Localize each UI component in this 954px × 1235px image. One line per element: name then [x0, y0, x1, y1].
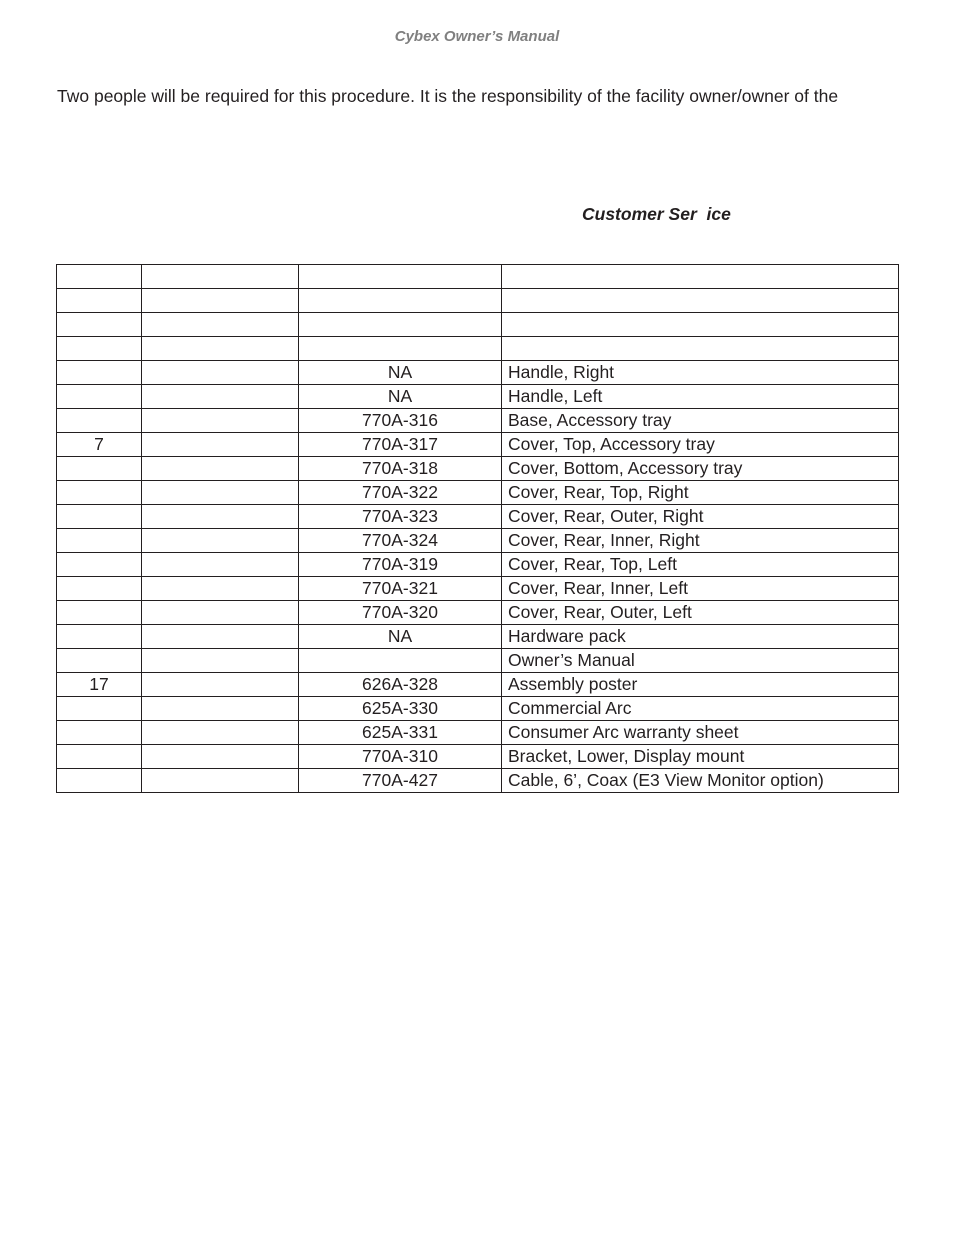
item-number-cell: 7 — [57, 433, 142, 457]
description-cell: Cover, Rear, Outer, Right — [502, 505, 899, 529]
part-number-cell: 626A-328 — [299, 673, 502, 697]
table-row — [57, 769, 899, 793]
item-number-cell — [57, 721, 142, 745]
item-number-cell — [57, 601, 142, 625]
quantity-cell — [142, 433, 299, 457]
table-row — [57, 313, 899, 337]
table-row — [57, 265, 899, 289]
part-number-cell: 770A-310 — [299, 745, 502, 769]
description-cell: Bracket, Lower, Display mount — [502, 745, 899, 769]
table-row — [57, 409, 899, 433]
table-row — [57, 289, 899, 313]
running-header-title: Cybex Owner’s Manual — [394, 28, 560, 45]
quantity-cell — [142, 409, 299, 433]
item-number-cell — [57, 457, 142, 481]
item-number-cell — [57, 265, 142, 289]
parts-table-body — [57, 265, 899, 793]
part-number-cell — [299, 649, 502, 673]
description-cell: Cable, 6’, Coax (E3 View Monitor option) — [502, 769, 899, 793]
quantity-cell — [142, 481, 299, 505]
quantity-cell — [142, 601, 299, 625]
parts-list-table — [56, 264, 899, 793]
quantity-cell — [142, 505, 299, 529]
item-number-cell — [57, 313, 142, 337]
description-cell: Cover, Rear, Outer, Left — [502, 601, 899, 625]
part-number-cell: 770A-316 — [299, 409, 502, 433]
description-cell: Base, Accessory tray — [502, 409, 899, 433]
description-cell: Assembly poster — [502, 673, 899, 697]
description-cell: Cover, Rear, Top, Right — [502, 481, 899, 505]
table-row — [57, 505, 899, 529]
part-number-cell: 770A-320 — [299, 601, 502, 625]
table-row — [57, 385, 899, 409]
quantity-cell — [142, 289, 299, 313]
description-cell: Cover, Rear, Top, Left — [502, 553, 899, 577]
description-cell: Handle, Right — [502, 361, 899, 385]
part-number-cell: 770A-323 — [299, 505, 502, 529]
description-cell — [502, 289, 899, 313]
table-row — [57, 361, 899, 385]
quantity-cell — [142, 649, 299, 673]
part-number-cell — [299, 265, 502, 289]
table-row — [57, 625, 899, 649]
description-cell: Commercial Arc — [502, 697, 899, 721]
part-number-cell: NA — [299, 361, 502, 385]
part-number-cell: NA — [299, 625, 502, 649]
section-heading: Customer Ser ice — [582, 204, 731, 224]
description-cell — [502, 337, 899, 361]
part-number-cell: 770A-324 — [299, 529, 502, 553]
item-number-cell — [57, 289, 142, 313]
item-number-cell — [57, 577, 142, 601]
part-number-cell: 770A-427 — [299, 769, 502, 793]
part-number-cell: 770A-317 — [299, 433, 502, 457]
item-number-cell — [57, 553, 142, 577]
quantity-cell — [142, 577, 299, 601]
quantity-cell — [142, 457, 299, 481]
part-number-cell — [299, 337, 502, 361]
quantity-cell — [142, 745, 299, 769]
table-row — [57, 673, 899, 697]
description-cell: Consumer Arc warranty sheet — [502, 721, 899, 745]
quantity-cell — [142, 529, 299, 553]
table-row — [57, 529, 899, 553]
item-number-cell — [57, 649, 142, 673]
item-number-cell — [57, 481, 142, 505]
quantity-cell — [142, 265, 299, 289]
part-number-cell — [299, 289, 502, 313]
item-number-cell — [57, 697, 142, 721]
item-number-cell — [57, 769, 142, 793]
description-cell — [502, 313, 899, 337]
part-number-cell: 770A-318 — [299, 457, 502, 481]
table-row — [57, 457, 899, 481]
quantity-cell — [142, 337, 299, 361]
description-cell: Owner’s Manual — [502, 649, 899, 673]
table-row — [57, 337, 899, 361]
quantity-cell — [142, 385, 299, 409]
item-number-cell — [57, 409, 142, 433]
part-number-cell: 770A-322 — [299, 481, 502, 505]
quantity-cell — [142, 697, 299, 721]
part-number-cell — [299, 313, 502, 337]
quantity-cell — [142, 361, 299, 385]
quantity-cell — [142, 625, 299, 649]
item-number-cell — [57, 745, 142, 769]
part-number-cell: 625A-330 — [299, 697, 502, 721]
part-number-cell: NA — [299, 385, 502, 409]
table-row — [57, 649, 899, 673]
table-row — [57, 481, 899, 505]
intro-paragraph: Two people will be required for this procedure. It is the responsibility of the facility owner/owner of the — [57, 86, 839, 106]
description-cell: Hardware pack — [502, 625, 899, 649]
part-number-cell: 770A-319 — [299, 553, 502, 577]
item-number-cell — [57, 361, 142, 385]
item-number-cell — [57, 529, 142, 553]
part-number-cell: 770A-321 — [299, 577, 502, 601]
description-cell: Cover, Rear, Inner, Right — [502, 529, 899, 553]
quantity-cell — [142, 673, 299, 697]
description-cell: Cover, Top, Accessory tray — [502, 433, 899, 457]
table-row — [57, 601, 899, 625]
item-number-cell — [57, 505, 142, 529]
table-row — [57, 577, 899, 601]
item-number-cell — [57, 385, 142, 409]
item-number-cell: 17 — [57, 673, 142, 697]
part-number-cell: 625A-331 — [299, 721, 502, 745]
item-number-cell — [57, 625, 142, 649]
quantity-cell — [142, 313, 299, 337]
quantity-cell — [142, 721, 299, 745]
quantity-cell — [142, 553, 299, 577]
description-cell: Handle, Left — [502, 385, 899, 409]
item-number-cell — [57, 337, 142, 361]
table-row — [57, 697, 899, 721]
table-row — [57, 721, 899, 745]
description-cell: Cover, Bottom, Accessory tray — [502, 457, 899, 481]
table-row — [57, 553, 899, 577]
quantity-cell — [142, 769, 299, 793]
description-cell: Cover, Rear, Inner, Left — [502, 577, 899, 601]
table-row — [57, 745, 899, 769]
table-row — [57, 433, 899, 457]
description-cell — [502, 265, 899, 289]
